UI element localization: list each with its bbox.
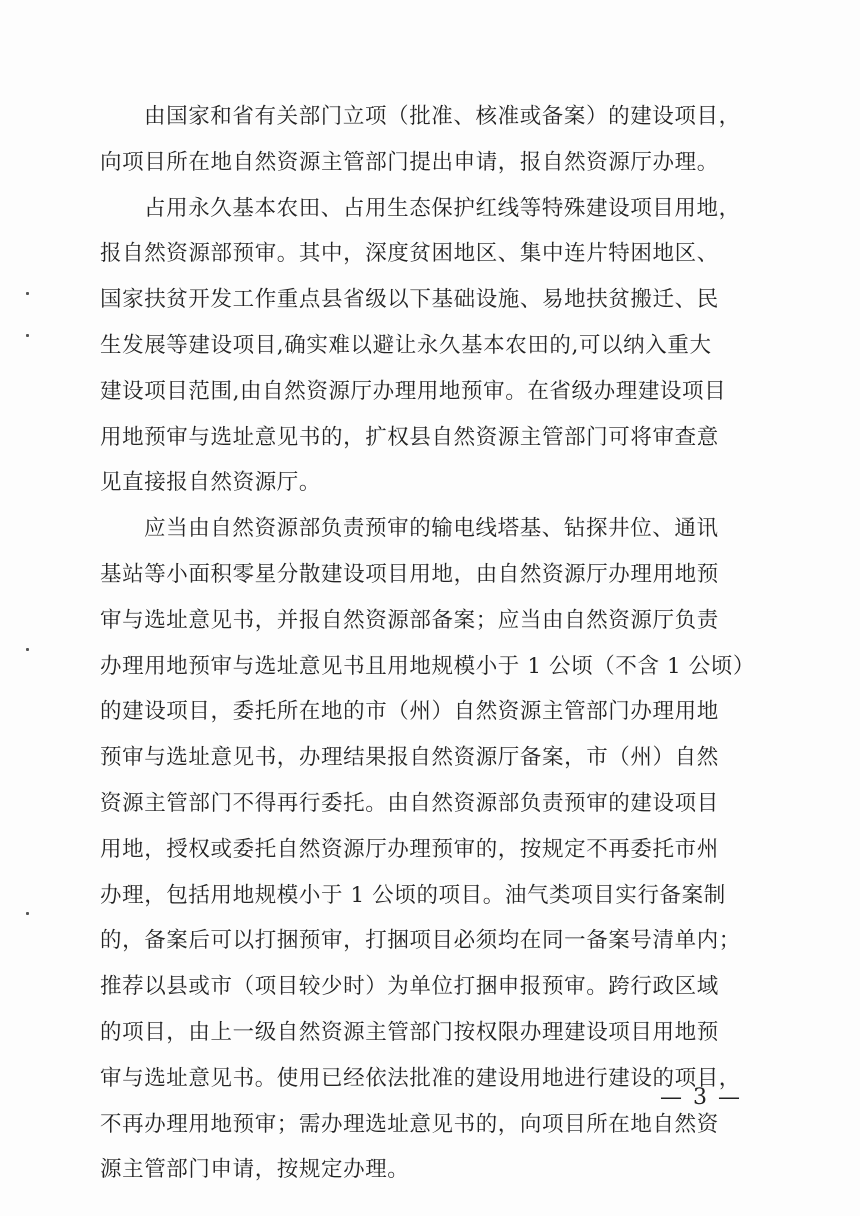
text-line: 由国家和省有关部门立项（批准、核准或备案）的建设项目， — [144, 104, 741, 129]
text-line: 生发展等建设项目,确实难以避让永久基本农田的,可以纳入重大 — [100, 332, 712, 358]
text-line: 资源主管部门不得再行委托。由自然资源部负责预审的建设项目 — [100, 790, 719, 816]
text-line: 的，备案后可以打捆预审，打捆项目必须均在同一备案号清单内； — [100, 928, 741, 954]
binding-hole-mark — [26, 334, 29, 337]
text-line: 不再办理用地预审；需办理选址意见书的，向项目所在地自然资 — [100, 1111, 719, 1137]
text-line: 用地，授权或委托自然资源厅办理预审的，按规定不再委托市州 — [100, 836, 719, 862]
text-line: 办理用地预审与选址意见书且用地规模小于 1 公顷（不含 1 公顷） — [100, 653, 755, 679]
binding-hole-mark — [26, 648, 29, 651]
text-line: 向项目所在地自然资源主管部门提出申请，报自然资源厅办理。 — [100, 149, 719, 175]
text-line: 审与选址意见书。使用已经依法批准的建设用地进行建设的项目， — [100, 1065, 741, 1091]
text-line: 预审与选址意见书，办理结果报自然资源厅备案，市（州）自然 — [100, 745, 719, 771]
text-line: 国家扶贫开发工作重点县省级以下基础设施、易地扶贫搬迁、民 — [100, 287, 719, 313]
text-line: 用地预审与选址意见书的，扩权县自然资源主管部门可将审查意 — [100, 424, 719, 450]
binding-hole-mark — [26, 912, 29, 915]
text-line: 占用永久基本农田、占用生态保护红线等特殊建设项目用地， — [144, 195, 741, 221]
text-line: 的建设项目，委托所在地的市（州）自然资源主管部门办理用地 — [100, 699, 719, 725]
text-line: 基站等小面积零星分散建设项目用地，由自然资源厅办理用地预 — [100, 561, 719, 587]
page-number: — 3 — — [660, 1085, 742, 1110]
text-line: 办理，包括用地规模小于 1 公顷的项目。油气类项目实行备案制 — [100, 882, 726, 908]
text-line: 源主管部门申请，按规定办理。 — [100, 1157, 410, 1183]
text-line: 的项目，由上一级自然资源主管部门按权限办理建设项目用地预 — [100, 1019, 719, 1045]
paragraph-2 — [100, 186, 760, 507]
text-line: 审与选址意见书，并报自然资源部备案；应当由自然资源厅负责 — [100, 607, 719, 633]
paragraph-1 — [100, 94, 760, 186]
text-line: 应当由自然资源部负责预审的输电线塔基、钻探井位、通讯 — [144, 516, 719, 542]
text-line: 见直接报自然资源厅。 — [100, 470, 322, 496]
document-body — [100, 94, 760, 1193]
text-line: 建设项目范围,由自然资源厅办理用地预审。在省级办理建设项目 — [100, 378, 727, 404]
text-line: 推荐以县或市（项目较少时）为单位打捆申报预审。跨行政区域 — [100, 974, 719, 1000]
text-line: 报自然资源部预审。其中，深度贫困地区、集中连片特困地区、 — [100, 241, 719, 267]
binding-hole-mark — [26, 292, 29, 295]
